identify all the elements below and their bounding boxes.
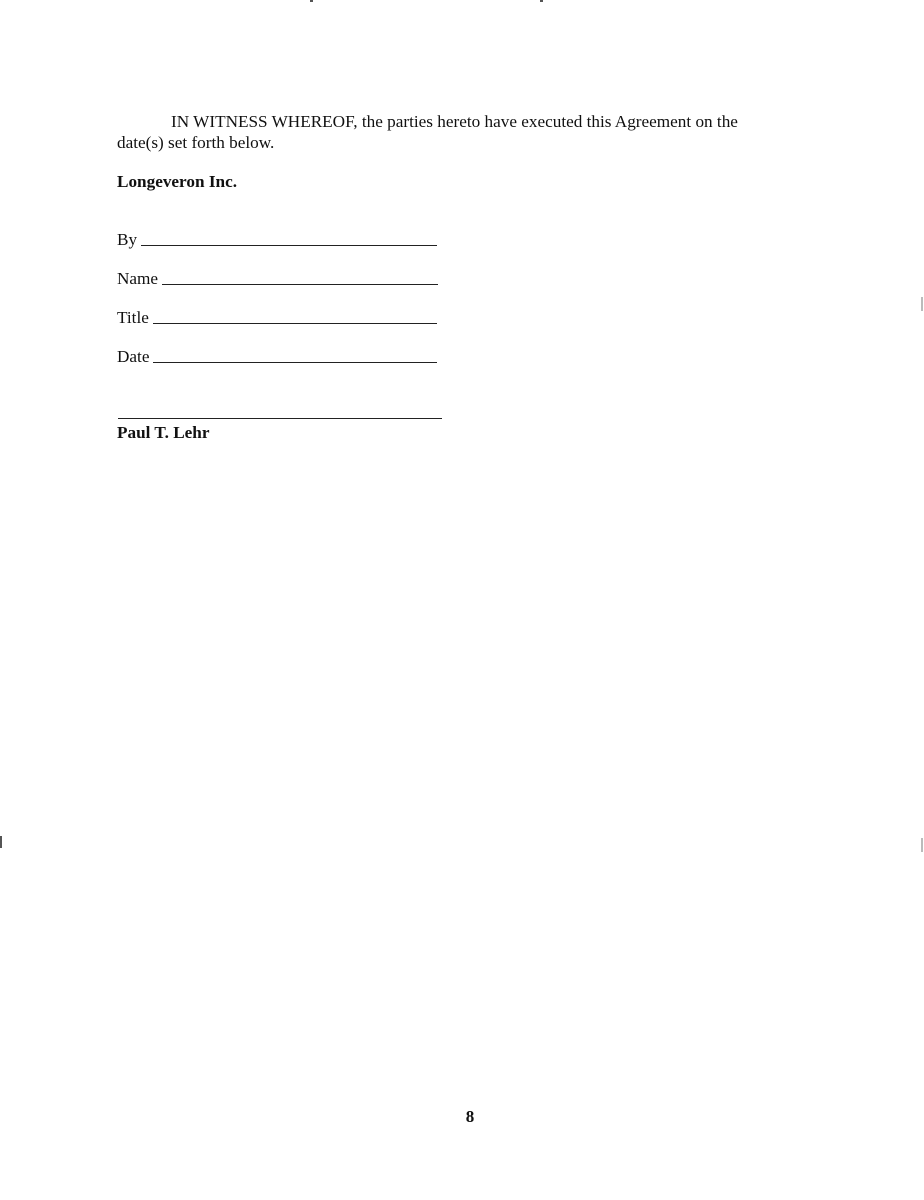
signature-line bbox=[141, 245, 437, 246]
signature-field-name bbox=[117, 265, 438, 289]
individual-signatory-name: Paul T. Lehr bbox=[117, 423, 210, 442]
signature-field-label: Title bbox=[117, 308, 149, 327]
signature-field-label: Name bbox=[117, 269, 159, 288]
scan-artifact bbox=[921, 838, 923, 852]
witness-clause: IN WITNESS WHEREOF, the parties hereto have executed this Agreement on the date(s) set forth below. bbox=[117, 112, 738, 152]
scan-artifact bbox=[0, 836, 2, 848]
signature-field-label: By bbox=[117, 230, 138, 249]
scan-artifact bbox=[540, 0, 543, 2]
page-number: 8 bbox=[465, 1107, 475, 1126]
signature-line bbox=[153, 323, 437, 324]
individual-signature-line bbox=[118, 418, 442, 419]
signature-field-date bbox=[117, 343, 437, 367]
scan-artifact bbox=[310, 0, 313, 2]
signature-line bbox=[162, 284, 438, 285]
signature-field-label: Date bbox=[117, 347, 150, 366]
signature-field-by bbox=[117, 226, 437, 250]
scan-artifact bbox=[921, 297, 923, 311]
company-name: Longeveron Inc. bbox=[117, 172, 238, 191]
signature-field-title bbox=[117, 304, 437, 328]
signature-line bbox=[153, 362, 437, 363]
